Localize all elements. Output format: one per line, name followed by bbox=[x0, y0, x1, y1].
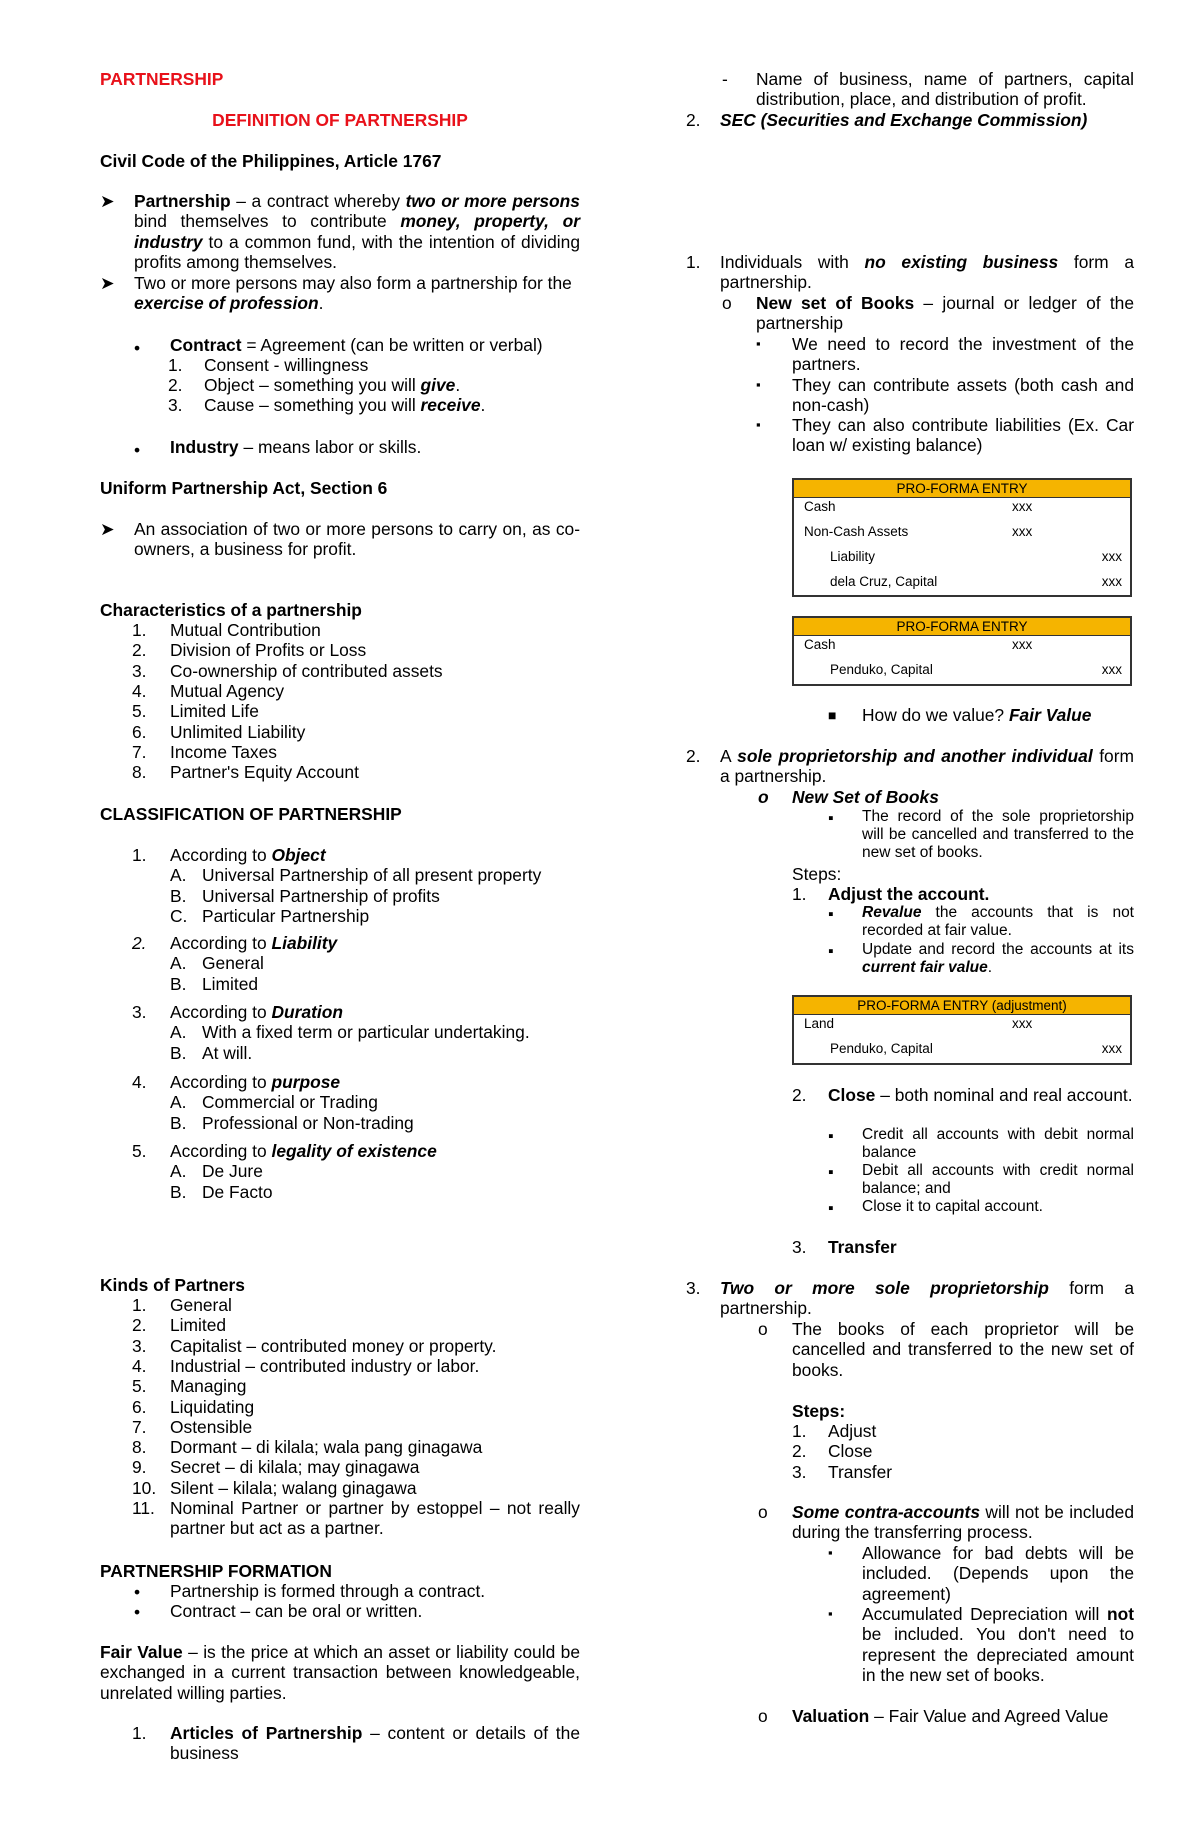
list-letter: A. bbox=[170, 953, 187, 974]
case3-number: 3. bbox=[686, 1278, 701, 1298]
text-run: give bbox=[420, 375, 456, 395]
list-number: 4. bbox=[132, 1072, 147, 1092]
table-header: PRO-FORMA ENTRY bbox=[794, 618, 1130, 636]
case3-text bbox=[720, 1278, 1134, 1319]
list-text: Nominal Partner or partner by estoppel – not really partner but act as a partner. bbox=[170, 1498, 580, 1539]
list-text: We need to record the investment of the partners. bbox=[792, 334, 1134, 375]
text-run: not bbox=[1106, 1604, 1134, 1624]
list-number: 3. bbox=[132, 1002, 147, 1022]
fair-value-definition bbox=[100, 1642, 580, 1703]
text-run: Fair Value bbox=[1008, 705, 1092, 725]
text-run: Individuals with bbox=[720, 252, 865, 272]
list-text: Universal Partnership of all present property bbox=[202, 865, 542, 886]
list-text: Adjust bbox=[828, 1421, 877, 1441]
text-run: Update and record the accounts at its bbox=[862, 941, 1134, 958]
contract-definition bbox=[170, 335, 543, 355]
step1-number: 1. bbox=[792, 884, 807, 904]
text-run: – content or details of the business bbox=[170, 1723, 580, 1764]
case1-bullets bbox=[756, 334, 1134, 459]
characteristics-heading: Characteristics of a partnership bbox=[100, 600, 362, 620]
articles-contents: Name of business, name of partners, capital distribution, place, and distribution of profit. bbox=[756, 69, 1134, 110]
list-text: General bbox=[202, 953, 264, 974]
list-number: 1. bbox=[132, 1295, 147, 1315]
pro-forma-table-1 bbox=[792, 478, 1132, 597]
text-run: According to bbox=[170, 933, 272, 953]
text-run: receive bbox=[420, 395, 481, 415]
text-run: Valuation bbox=[792, 1706, 870, 1726]
text-run: will not be included during the transferring process. bbox=[792, 1502, 1134, 1543]
text-run: Industry bbox=[170, 437, 239, 457]
list-number: 4. bbox=[132, 1355, 147, 1376]
list-text: Ostensible bbox=[170, 1416, 253, 1437]
list-text: Income Taxes bbox=[170, 741, 277, 762]
text-run: – is the price at which an asset or liability could be exchanged in a current transaction between knowledgeable, unrelated willing parties. bbox=[100, 1642, 580, 1703]
text-run: – both nominal and real account. bbox=[875, 1085, 1133, 1105]
text-run: According to bbox=[170, 845, 272, 865]
arrow-bullet-icon: ➤ bbox=[100, 519, 115, 539]
list-number: 5. bbox=[132, 1376, 147, 1397]
text-run: According to bbox=[170, 1002, 272, 1022]
list-item bbox=[132, 1498, 580, 1539]
step3-number: 3. bbox=[792, 1237, 807, 1257]
list-text: Universal Partnership of profits bbox=[202, 885, 440, 906]
upa-definition: An association of two or more persons to carry on, as co-owners, a business for profit. bbox=[134, 519, 580, 560]
table-debit: xxx bbox=[1012, 524, 1033, 539]
text-run: persons bbox=[512, 191, 580, 211]
square-bullet-icon: ▪ bbox=[756, 417, 761, 432]
list-text: They can contribute assets (both cash and non-cash) bbox=[792, 375, 1134, 416]
square-bullet-icon: ▪ bbox=[828, 943, 834, 960]
table-debit: xxx bbox=[1012, 499, 1033, 514]
partnership-definition bbox=[134, 191, 580, 272]
list-text: Mutual Contribution bbox=[170, 620, 321, 640]
text-run: form a partnership. bbox=[720, 1278, 1134, 1319]
list-number: 5. bbox=[132, 701, 147, 722]
text-run: exercise of profession bbox=[134, 293, 319, 314]
list-text: Commercial or Trading bbox=[202, 1092, 378, 1113]
list-number: 5. bbox=[132, 1141, 147, 1161]
how-value-text bbox=[862, 705, 1091, 725]
o-bullet-icon: o bbox=[758, 1319, 768, 1339]
text-run: to a common fund, with the intention of dividing profits among themselves. bbox=[134, 231, 580, 272]
text-run: How do we value? bbox=[862, 705, 1009, 725]
partnership-term: Partnership bbox=[134, 191, 231, 211]
bullet-dot-icon: • bbox=[134, 440, 141, 460]
pro-forma-table-adjustment bbox=[792, 995, 1132, 1065]
text-run: . bbox=[455, 375, 461, 395]
list-number: 8. bbox=[132, 1437, 147, 1458]
text-run: no existing business bbox=[864, 252, 1059, 272]
table-account: Non-Cash Assets bbox=[804, 524, 909, 539]
step1-title: Adjust the account. bbox=[828, 884, 990, 904]
o-bullet-icon: o bbox=[758, 1706, 768, 1726]
list-text: Close it to capital account. bbox=[862, 1198, 1043, 1215]
text-run: Some contra-accounts bbox=[792, 1502, 981, 1522]
text-run: A bbox=[720, 746, 738, 766]
steps-label: Steps: bbox=[792, 864, 842, 884]
kinds-heading: Kinds of Partners bbox=[100, 1275, 245, 1295]
table-account: Cash bbox=[804, 499, 836, 514]
square-bullet-icon: ▪ bbox=[828, 1128, 834, 1145]
list-number: 7. bbox=[132, 741, 147, 762]
list-text: De Facto bbox=[202, 1181, 273, 1202]
case2-bullet: The record of the sole proprietorship will be cancelled and transferred to the new set of books. bbox=[862, 808, 1134, 861]
upa-heading: Uniform Partnership Act, Section 6 bbox=[100, 478, 388, 498]
pro-forma-table-2 bbox=[792, 616, 1132, 686]
square-bullet-icon: ▪ bbox=[828, 1200, 834, 1217]
list-text: Managing bbox=[170, 1376, 247, 1397]
bullet-dot-icon: • bbox=[134, 1602, 141, 1622]
list-text: De Jure bbox=[202, 1161, 263, 1182]
text-run: property, or industry bbox=[134, 211, 580, 252]
text-run: two or more bbox=[405, 191, 507, 211]
table-debit: xxx bbox=[1012, 637, 1033, 652]
text-run: Cause – something you will bbox=[204, 395, 421, 415]
classification-label bbox=[170, 845, 326, 865]
list-text: Transfer bbox=[828, 1461, 893, 1482]
list-text: They can also contribute liabilities (Ex. Car loan w/ existing balance) bbox=[792, 415, 1134, 456]
list-letter: B. bbox=[170, 973, 187, 994]
list-text: Dormant – di kilala; wala pang ginagawa bbox=[170, 1437, 483, 1458]
list-letter: A. bbox=[170, 1161, 187, 1182]
text-run: Close bbox=[828, 1085, 876, 1105]
table-credit: xxx bbox=[1101, 549, 1122, 564]
list-number: 3. bbox=[132, 660, 147, 681]
industry-definition bbox=[170, 437, 421, 457]
list-number: 10. bbox=[132, 1477, 157, 1498]
text-run: purpose bbox=[271, 1072, 341, 1092]
list-text: Limited bbox=[202, 973, 259, 994]
list-number: 2. bbox=[132, 933, 147, 953]
list-number: 3. bbox=[792, 1461, 807, 1482]
arrow-bullet-icon: ➤ bbox=[100, 191, 115, 211]
bullet-dot-icon: • bbox=[134, 1582, 141, 1602]
list-text: General bbox=[170, 1295, 232, 1315]
case2-number: 2. bbox=[686, 746, 701, 766]
text-run: be included. You don't need to represent the depreciated amount in the new set of books. bbox=[862, 1624, 1134, 1685]
text-run: – a contract whereby bbox=[230, 191, 406, 211]
list-text: Co-ownership of contributed assets bbox=[170, 660, 443, 681]
table-credit: xxx bbox=[1101, 574, 1122, 589]
text-run: money, bbox=[400, 211, 461, 232]
list-text: Limited Life bbox=[170, 701, 259, 722]
text-run: . bbox=[987, 959, 993, 976]
list-number: 1. bbox=[132, 620, 147, 640]
table-account: Penduko, Capital bbox=[830, 662, 933, 677]
list-text: Secret – di kilala; may ginagawa bbox=[170, 1457, 420, 1478]
list-text: Capitalist – contributed money or property. bbox=[170, 1335, 497, 1356]
table-account: Penduko, Capital bbox=[830, 1041, 933, 1056]
o-bullet-icon: o bbox=[722, 293, 732, 313]
classification-label bbox=[170, 1072, 340, 1092]
table-header: PRO-FORMA ENTRY bbox=[794, 480, 1130, 498]
text-run: Object – something you will bbox=[204, 375, 421, 395]
list-text: Unlimited Liability bbox=[170, 721, 306, 742]
text-run: Object bbox=[271, 845, 326, 865]
table-account: Cash bbox=[804, 637, 836, 652]
table-account: dela Cruz, Capital bbox=[830, 574, 938, 589]
text-run: Two or more persons may also form a partnership for the bbox=[134, 273, 572, 293]
list-text: Industrial – contributed industry or labor. bbox=[170, 1355, 480, 1376]
list-number: 4. bbox=[132, 680, 147, 701]
text-run: Contract bbox=[170, 335, 242, 355]
square-bullet-icon: ▪ bbox=[828, 1164, 834, 1181]
o-bullet-icon: o bbox=[758, 1502, 768, 1522]
list-text: Mutual Agency bbox=[170, 680, 285, 701]
case3-steps-label: Steps: bbox=[792, 1401, 846, 1421]
text-run: current fair value bbox=[862, 959, 988, 976]
o-bullet-icon: o bbox=[758, 787, 769, 807]
list-letter: A. bbox=[170, 865, 187, 886]
list-letter: C. bbox=[170, 905, 188, 926]
characteristics-list bbox=[132, 620, 572, 790]
text-run: Articles of Partnership bbox=[170, 1723, 363, 1743]
text-run: Duration bbox=[271, 1002, 343, 1022]
text-run: form a partnership. bbox=[720, 746, 1134, 787]
text-run: = Agreement (can be written or verbal) bbox=[241, 335, 543, 355]
classification-label bbox=[170, 933, 337, 953]
list-text: Partner's Equity Account bbox=[170, 762, 359, 783]
bullet-dot-icon: • bbox=[134, 338, 141, 358]
list-text: Silent – kilala; walang ginagawa bbox=[170, 1477, 417, 1498]
text-run: New set of Books bbox=[756, 293, 915, 313]
case1-number: 1. bbox=[686, 252, 701, 272]
sec-label: SEC (Securities and Exchange Commission) bbox=[720, 110, 1088, 130]
dash-marker: - bbox=[722, 69, 728, 89]
update-bullet bbox=[862, 941, 1134, 977]
list-text: Debit all accounts with credit normal balance; and bbox=[862, 1162, 1134, 1197]
list-text: Close bbox=[828, 1441, 873, 1462]
square-bullet-icon: ■ bbox=[828, 707, 837, 723]
square-bullet-icon: ▪ bbox=[828, 810, 834, 827]
table-account: Liability bbox=[830, 549, 876, 564]
list-letter: B. bbox=[170, 885, 187, 906]
list-text: Limited bbox=[170, 1315, 227, 1336]
text-run: According to bbox=[170, 1141, 272, 1161]
list-number: 6. bbox=[132, 1396, 147, 1417]
text-run: Liability bbox=[271, 933, 338, 953]
text-run: sole proprietorship and another individual bbox=[737, 746, 1093, 766]
text-run: Fair Value bbox=[100, 1642, 183, 1662]
definition-heading: DEFINITION OF PARTNERSHIP bbox=[212, 110, 468, 130]
classification-heading: CLASSIFICATION OF PARTNERSHIP bbox=[100, 804, 402, 824]
classification-label bbox=[170, 1002, 343, 1022]
list-text: With a fixed term or particular undertaking. bbox=[202, 1022, 530, 1043]
step2-text bbox=[828, 1085, 1134, 1105]
list-letter: B. bbox=[170, 1181, 187, 1202]
civil-code-heading: Civil Code of the Philippines, Article 1767 bbox=[100, 151, 442, 171]
profession-note bbox=[134, 273, 580, 314]
list-number: 2. bbox=[792, 1441, 807, 1462]
table-credit: xxx bbox=[1101, 1041, 1122, 1056]
list-text: Division of Profits or Loss bbox=[170, 640, 367, 661]
list-number: 2. bbox=[132, 1315, 147, 1336]
list-number: 2. bbox=[132, 640, 147, 661]
articles-number: 1. bbox=[132, 1723, 147, 1743]
table-account: Land bbox=[804, 1016, 835, 1031]
list-letter: A. bbox=[170, 1022, 187, 1043]
close-bullets bbox=[828, 1126, 1134, 1226]
list-number: 11. bbox=[132, 1498, 155, 1518]
text-run: According to bbox=[170, 1072, 272, 1092]
classification-label bbox=[170, 1141, 437, 1161]
text-run: 2. bbox=[168, 375, 183, 395]
table-debit: xxx bbox=[1012, 1016, 1033, 1031]
text-run: the accounts that is not recorded at fair value. bbox=[862, 904, 1134, 939]
text-run: . bbox=[318, 293, 324, 314]
text-run: bind themselves to contribute bbox=[134, 211, 401, 232]
list-letter: A. bbox=[170, 1092, 187, 1113]
formation-heading: PARTNERSHIP FORMATION bbox=[100, 1561, 332, 1581]
list-number: 8. bbox=[132, 762, 147, 783]
formation-item: Partnership is formed through a contract. bbox=[170, 1581, 486, 1601]
square-bullet-icon: ▪ bbox=[828, 1545, 833, 1560]
revalue-bullet bbox=[862, 904, 1134, 940]
text-run: form a partnership. bbox=[720, 252, 1135, 293]
case2-text bbox=[720, 746, 1134, 787]
new-set-books-label: New Set of Books bbox=[792, 787, 939, 807]
section-title bbox=[100, 110, 580, 130]
text-run: Two or more sole proprietorship bbox=[720, 1278, 1049, 1298]
case1-text bbox=[720, 252, 1134, 293]
list-text: Particular Partnership bbox=[202, 905, 370, 926]
text-run: . bbox=[480, 395, 486, 415]
text-run: Revalue bbox=[862, 904, 922, 921]
square-bullet-icon: ▪ bbox=[828, 906, 834, 923]
square-bullet-icon: ▪ bbox=[828, 1606, 833, 1621]
list-text: At will. bbox=[202, 1042, 253, 1063]
list-number: 7. bbox=[132, 1416, 147, 1437]
text-run: Accumulated Depreciation will bbox=[862, 1604, 1107, 1624]
allowance-bullet: Allowance for bad debts will be included. (Depends upon the agreement) bbox=[862, 1543, 1134, 1604]
list-number: 1. bbox=[792, 1421, 807, 1441]
arrow-bullet-icon: ➤ bbox=[100, 273, 115, 293]
text-run: – journal or ledger of the partnership bbox=[756, 293, 1134, 334]
list-number: 1. bbox=[132, 845, 147, 865]
articles-definition bbox=[170, 1723, 580, 1764]
square-bullet-icon: ▪ bbox=[756, 377, 761, 392]
text-run: Consent - willingness bbox=[204, 355, 369, 375]
valuation-text bbox=[792, 1706, 1108, 1726]
list-text: Liquidating bbox=[170, 1396, 255, 1417]
classification-list bbox=[132, 845, 572, 1255]
list-number: 3. bbox=[132, 1335, 147, 1356]
text-run: 1. bbox=[168, 355, 183, 375]
step3-title: Transfer bbox=[828, 1237, 897, 1257]
list-letter: B. bbox=[170, 1112, 187, 1133]
sec-number: 2. bbox=[686, 110, 701, 130]
formation-item: Contract – can be oral or written. bbox=[170, 1601, 423, 1621]
list-text: Professional or Non-trading bbox=[202, 1112, 414, 1133]
case3-books: The books of each proprietor will be cancelled and transferred to the new set of books. bbox=[792, 1319, 1134, 1380]
square-bullet-icon: ▪ bbox=[756, 336, 761, 351]
text-run: legality of existence bbox=[271, 1141, 437, 1161]
list-number: 6. bbox=[132, 721, 147, 742]
table-credit: xxx bbox=[1101, 662, 1122, 677]
step2-number: 2. bbox=[792, 1085, 807, 1105]
document-title: PARTNERSHIP bbox=[100, 69, 224, 89]
list-letter: B. bbox=[170, 1042, 187, 1063]
table-header: PRO-FORMA ENTRY (adjustment) bbox=[794, 997, 1130, 1015]
contra-accounts-text bbox=[792, 1502, 1134, 1543]
text-run: 3. bbox=[168, 395, 183, 415]
list-text: Credit all accounts with debit normal balance bbox=[862, 1126, 1134, 1161]
text-run: – Fair Value and Agreed Value bbox=[869, 1706, 1109, 1726]
case3-steps-list bbox=[792, 1421, 992, 1483]
kinds-list bbox=[132, 1295, 580, 1545]
new-books-definition bbox=[756, 293, 1134, 334]
accumulated-bullet bbox=[862, 1604, 1134, 1685]
list-number: 9. bbox=[132, 1457, 147, 1478]
text-run: – means labor or skills. bbox=[238, 437, 422, 457]
